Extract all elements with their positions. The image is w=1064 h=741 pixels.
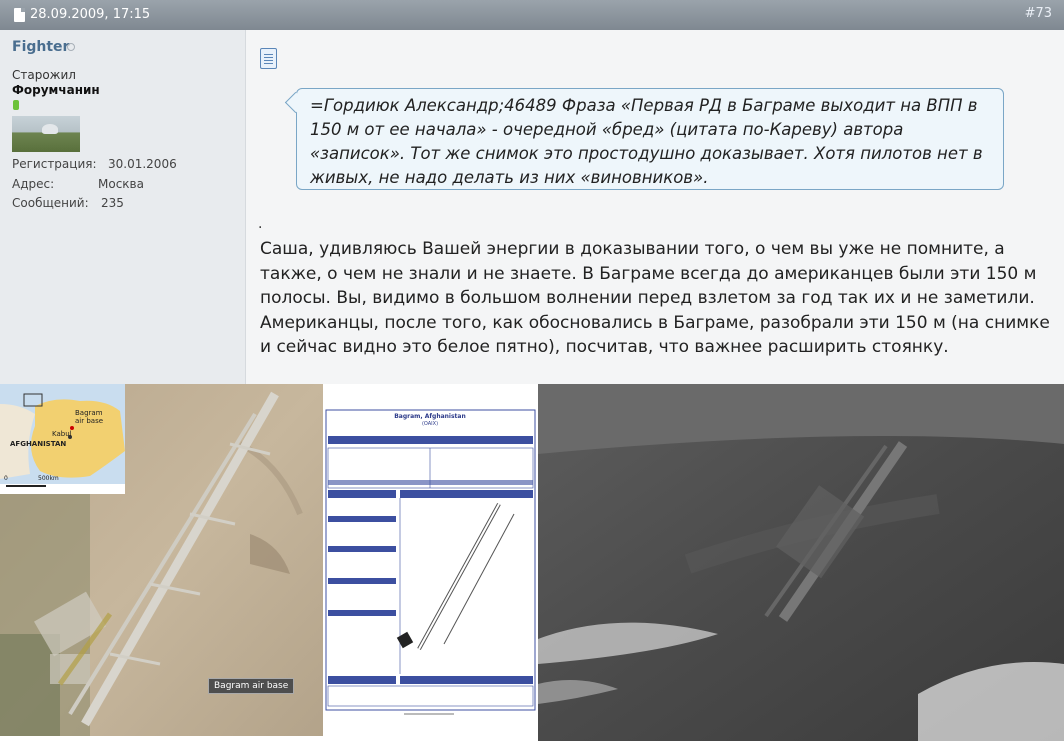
map-label-kabul: Kabul [52,430,72,438]
aerial-photo[interactable] [538,384,1064,741]
chart-title: Bagram, Afghanistan [394,413,466,420]
user-rank: Форумчанин [12,83,100,97]
posts-value: 235 [101,196,124,210]
post-date: 28.09.2009, 17:15 [30,7,151,22]
posts-label: Сообщений: [12,196,89,210]
user-info-sidebar [0,30,246,385]
map-label-bagram: Bagram [75,409,103,417]
post-content [246,30,1064,385]
address-label: Адрес: [12,177,55,191]
chart-code: (OAIX) [421,421,439,427]
reg-label: Регистрация: [12,157,97,171]
airbase-label: Bagram air base [208,678,294,694]
reputation-icon [13,100,19,110]
post-status-icon [14,8,25,22]
scale-zero: 0 [4,475,8,482]
post-number-link[interactable]: #73 [1024,6,1052,21]
avatar[interactable] [12,116,80,152]
reg-value: 30.01.2006 [108,157,177,171]
quote-block [296,88,1004,190]
address-value: Москва [98,177,144,191]
map-label-country: AFGHANISTAN [10,440,67,448]
offline-status-icon [67,43,75,51]
separator-dot: . [258,216,263,232]
user-title: Старожил [12,68,76,82]
post-text: Саша, удивляюсь Вашей энергии в доказывании того, о чем вы уже не помните, а также, о чем не знали и не знаете. В Баграме всегда до американцев были эти 150 м полосы. Вы, видимо в большом волнении перед взлетом за год так их и не заметили. Американцы, после того, как обосновались в Баграме, разобрали эти 150 м (на снимке и сейчас видно это белое пятно), посчитав, что важнее расширить стоянку. [260,239,1050,357]
map-label-airbase: air base [75,417,104,425]
username-link[interactable]: Fighter [12,39,70,55]
post-header [0,0,1064,30]
scale-max: 500km [38,475,59,482]
document-icon [260,48,277,69]
quote-text: =Гордиюк Александр;46489 Фраза «Первая РД в Баграме выходит на ВПП в 150 м от ее начала» - очередной «бред» (цитата по-Кареву) автора «записок». Тот же снимок это простодушно доказывает. Хотя пилотов нет в живых, не надо делать из них «виновников». [310,96,983,187]
airport-chart-image[interactable] [324,384,537,736]
attached-images [0,384,1064,741]
